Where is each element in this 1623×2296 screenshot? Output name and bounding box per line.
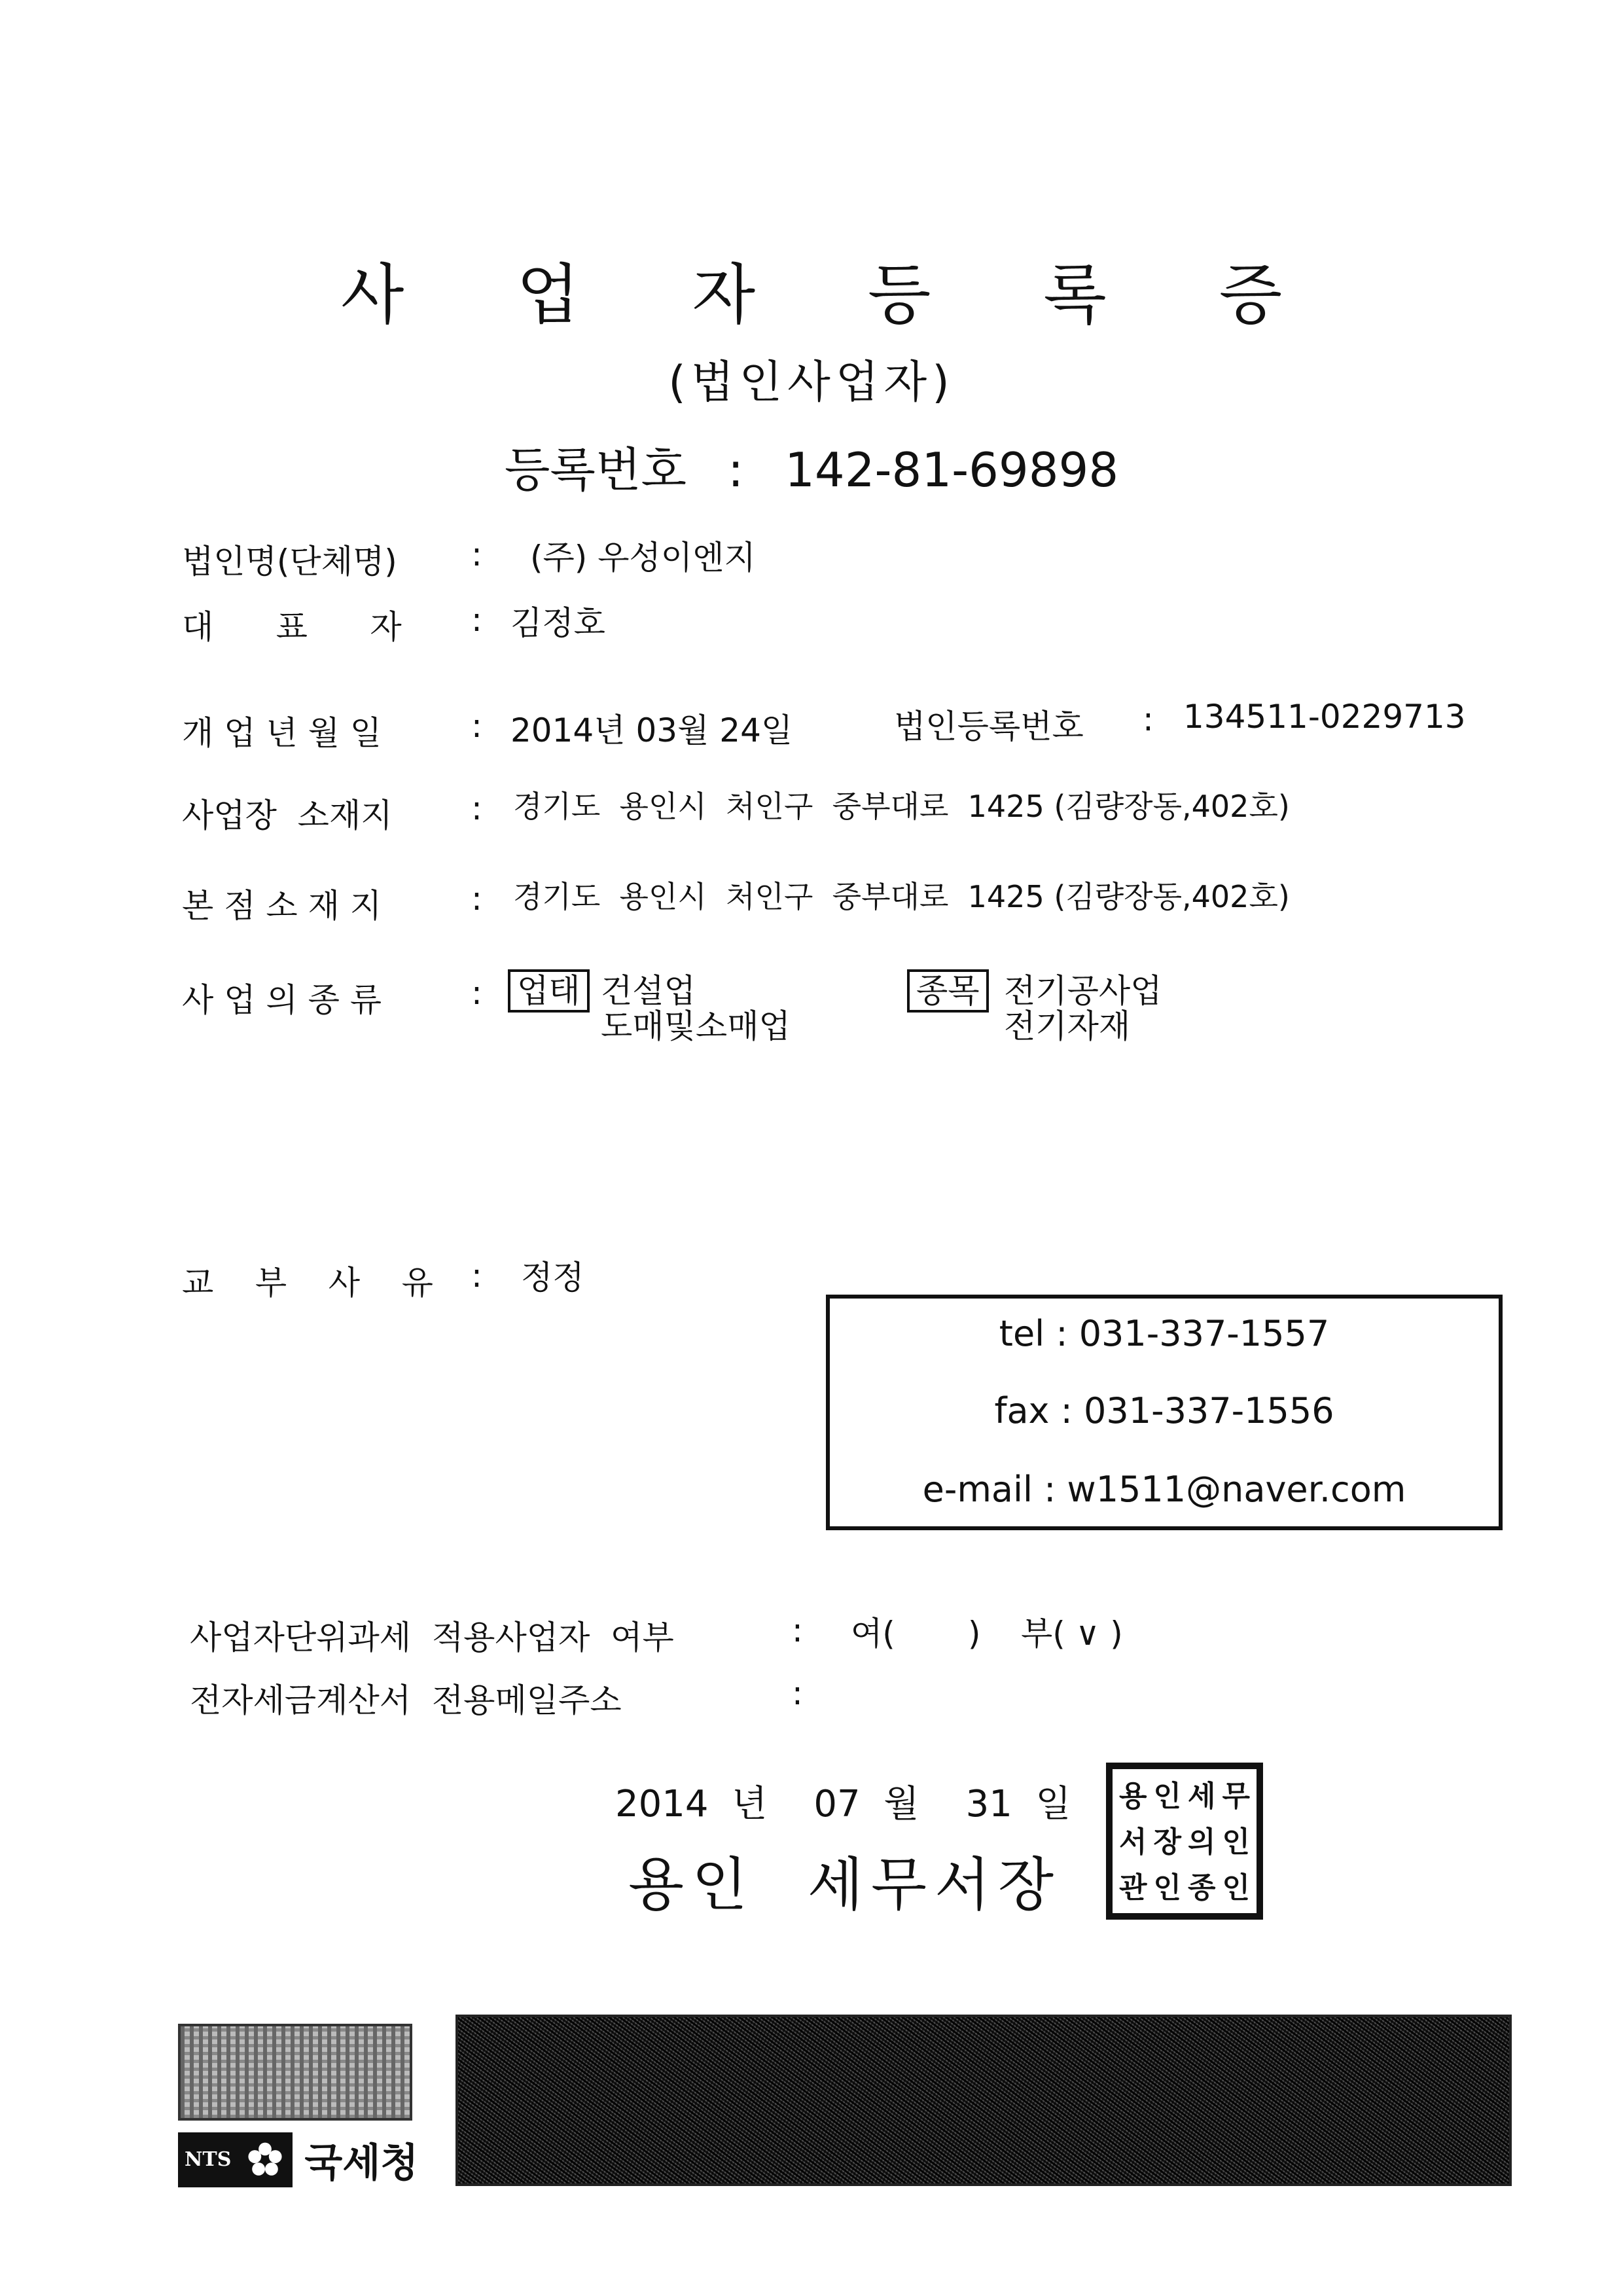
representative-label: 대 표 자 (182, 608, 402, 646)
document-barcode (455, 2015, 1512, 2186)
registration-number: 142-81-69898 (785, 442, 1119, 497)
business-item-1: 전기공사업 (1004, 972, 1162, 1010)
business-category-1: 건설업 (601, 972, 696, 1010)
colon: : (471, 1257, 482, 1295)
document-title: 사 업 자 등 록 증 (340, 257, 1329, 333)
nts-badge: NTS (178, 2132, 238, 2187)
colon: : (471, 601, 482, 639)
colon: : (471, 880, 482, 918)
unit-tax-yes: 여( ) (851, 1615, 981, 1653)
colon: : (792, 1611, 803, 1649)
head-office-address-value: 경기도 용인시 처인구 중부대로 1425 (김량장동,402호) (513, 879, 1290, 914)
corp-reg-no-label: 법인등록번호 (894, 708, 1084, 745)
business-category-tag: 업태 (508, 965, 590, 1012)
registration-number-label: 등록번호 (504, 442, 687, 497)
einvoice-label: 전자세금계산서 전용메일주소 (190, 1681, 622, 1719)
colon: : (471, 789, 482, 827)
corp-name-label: 법인명(단체명) (182, 543, 397, 581)
issue-date: 2014 년 07 월 31 일 (615, 1783, 1071, 1825)
colon: : (1143, 700, 1154, 738)
issue-reason-value: 정정 (521, 1259, 584, 1297)
representative-value: 김정호 (510, 604, 605, 642)
business-address-value: 경기도 용인시 처인구 중부대로 1425 (김량장동,402호) (513, 789, 1290, 824)
business-item-2: 전기자재 (1004, 1007, 1131, 1045)
opening-date-label: 개 업 년 월 일 (182, 714, 382, 752)
unit-tax-no: 부( ∨ ) (1021, 1615, 1123, 1653)
corp-reg-no-value: 134511-0229713 (1183, 698, 1466, 736)
colon: : (471, 535, 482, 573)
registration-separator: : (727, 442, 744, 497)
nts-logo (178, 2132, 418, 2187)
document-subtitle: (법인사업자) (668, 357, 955, 408)
corp-name-value: (주) 우성이엔지 (530, 539, 756, 577)
contact-tel: tel : 031-337-1557 (999, 1313, 1330, 1354)
colon: : (471, 974, 482, 1012)
business-address-label: 사업장 소재지 (182, 797, 393, 834)
registration-number-row (0, 432, 1623, 500)
colon: : (792, 1674, 803, 1712)
issue-reason-label: 교 부 사 유 (182, 1264, 433, 1302)
official-seal: 용 인 세 무 서 장 의 인 관 인 종 인 (1106, 1763, 1263, 1920)
colon: : (471, 707, 482, 745)
flower-emblem-icon (238, 2132, 293, 2187)
head-office-address-label: 본 점 소 재 지 (182, 887, 382, 925)
contact-email: e-mail : w1511@naver.com (922, 1469, 1406, 1510)
issuer-name: 용인 세무서장 (628, 1851, 1061, 1918)
business-item-tag: 종목 (907, 965, 989, 1012)
business-category-2: 도매및소매업 (601, 1007, 791, 1045)
business-type-label: 사 업 의 종 류 (182, 981, 382, 1019)
qr-code (178, 2024, 412, 2121)
agency-name: 국세청 (304, 2140, 419, 2186)
opening-date-value: 2014년 03월 24일 (510, 711, 793, 749)
contact-box (826, 1295, 1503, 1530)
contact-fax: fax : 031-337-1556 (994, 1390, 1334, 1431)
unit-tax-label: 사업자단위과세 적용사업자 여부 (190, 1619, 674, 1657)
